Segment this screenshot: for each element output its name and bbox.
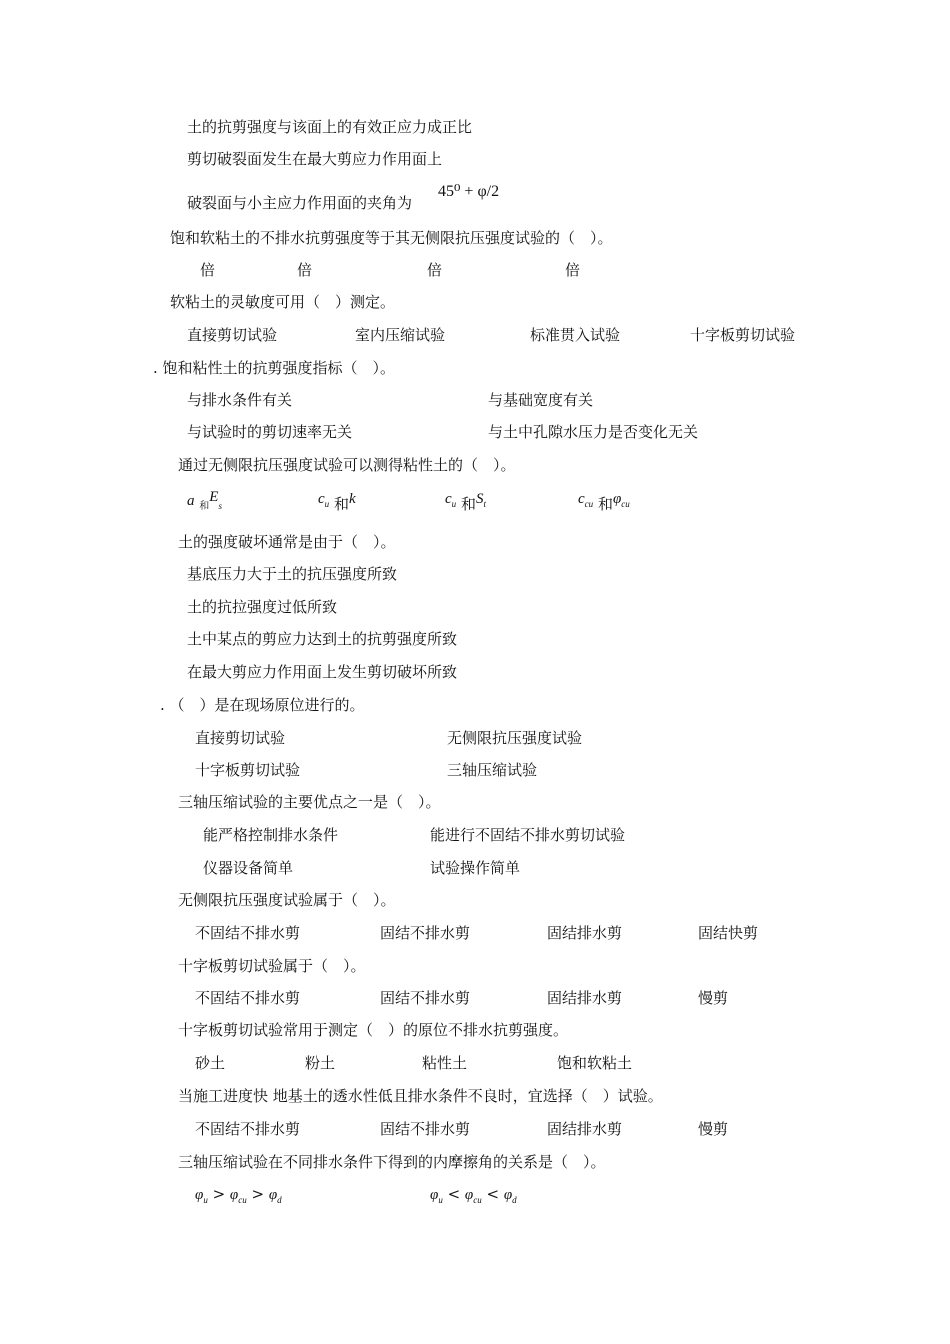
option-text: 饱和软粘土 <box>557 1054 633 1072</box>
option-text: 慢剪 <box>698 989 729 1007</box>
option-text: 十字板剪切试验 <box>690 326 796 344</box>
question-text: 饱和软粘土的不排水抗剪强度等于其无侧限抗压强度试验的（ ）。 <box>170 229 613 247</box>
option-text: 倍 <box>565 261 581 279</box>
option-text: 固结快剪 <box>698 924 759 942</box>
option-text: 十字板剪切试验 <box>195 761 301 779</box>
option-text: 不固结不排水剪 <box>195 924 301 942</box>
option-text: 土的抗拉强度过低所致 <box>187 598 338 616</box>
option-text: 直接剪切试验 <box>187 326 278 344</box>
question-text: 三轴压缩试验的主要优点之一是（ ）。 <box>178 793 441 811</box>
option-text: 慢剪 <box>698 1120 729 1138</box>
question-text: 十字板剪切试验常用于测定（ ）的原位不排水抗剪强度。 <box>178 1021 569 1039</box>
option-text: 与试验时的剪切速率无关 <box>187 423 353 441</box>
option-text: 不固结不排水剪 <box>195 989 301 1007</box>
question-text: 无侧限抗压强度试验属于（ ）。 <box>178 891 396 909</box>
option-text: 倍 <box>297 261 313 279</box>
option-text: 粉土 <box>305 1054 336 1072</box>
option-text: 砂土 <box>195 1054 226 1072</box>
option-a-es: a $_和E_s$ <box>187 489 222 512</box>
question-text: 当施工进度快 地基土的透水性低且排水条件不良时，宜选择（ ）试验。 <box>178 1087 663 1105</box>
formula-45-phi: 45⁰ + φ/2 <box>438 183 500 200</box>
option-text: 倍 <box>427 261 443 279</box>
question-text: . （ ）是在现场原位进行的。 <box>160 696 365 714</box>
option-text: 固结排水剪 <box>547 1120 623 1138</box>
option-text: 与基础宽度有关 <box>488 391 594 409</box>
option-text: 三轴压缩试验 <box>447 761 538 779</box>
option-cu-k: $c_u$ 和k <box>318 491 356 513</box>
option-text: 固结不排水剪 <box>380 1120 471 1138</box>
option-text: 粘性土 <box>422 1054 468 1072</box>
option-phi-gt: $\varphi_u > \varphi_{cu} > \varphi_d$ <box>195 1185 282 1205</box>
option-text: 基底压力大于土的抗压强度所致 <box>187 565 398 583</box>
option-text: 倍 <box>200 261 216 279</box>
option-text: 在最大剪应力作用面上发生剪切破坏所致 <box>187 663 458 681</box>
option-text: 直接剪切试验 <box>195 729 286 747</box>
question-text: . 饱和粘性土的抗剪强度指标（ ）。 <box>153 359 396 377</box>
option-text: 破裂面与小主应力作用面的夹角为 <box>187 194 413 212</box>
option-phi-lt: $\varphi_u < \varphi_{cu} < \varphi_d$ <box>430 1185 517 1205</box>
option-text: 与排水条件有关 <box>187 391 293 409</box>
question-text: 通过无侧限抗压强度试验可以测得粘性土的（ ）。 <box>178 456 516 474</box>
option-text: 土的抗剪强度与该面上的有效正应力成正比 <box>187 118 473 136</box>
option-text: 室内压缩试验 <box>355 326 446 344</box>
question-text: 三轴压缩试验在不同排水条件下得到的内摩擦角的关系是（ ）。 <box>178 1153 606 1171</box>
question-text: 土的强度破坏通常是由于（ ）。 <box>178 533 396 551</box>
option-text: 固结排水剪 <box>547 989 623 1007</box>
option-text: 仪器设备简单 <box>203 859 294 877</box>
question-text: 十字板剪切试验属于（ ）。 <box>178 957 366 975</box>
option-ccu-phicu: $c_{cu}$ 和$\varphi_{cu}$ <box>578 491 630 513</box>
option-cu-st: $c_u$ 和$S_t$ <box>445 491 486 513</box>
option-text: 固结不排水剪 <box>380 924 471 942</box>
option-text: 与土中孔隙水压力是否变化无关 <box>488 423 699 441</box>
option-text: 标准贯入试验 <box>530 326 621 344</box>
option-text: 能严格控制排水条件 <box>203 826 339 844</box>
option-text: 固结不排水剪 <box>380 989 471 1007</box>
option-text: 不固结不排水剪 <box>195 1120 301 1138</box>
option-text: 能进行不固结不排水剪切试验 <box>430 826 626 844</box>
option-text: 无侧限抗压强度试验 <box>447 729 583 747</box>
option-text: 试验操作简单 <box>430 859 521 877</box>
option-text: 土中某点的剪应力达到土的抗剪强度所致 <box>187 630 458 648</box>
option-text: 剪切破裂面发生在最大剪应力作用面上 <box>187 150 443 168</box>
question-text: 软粘土的灵敏度可用（ ）测定。 <box>170 293 396 311</box>
option-text: 固结排水剪 <box>547 924 623 942</box>
